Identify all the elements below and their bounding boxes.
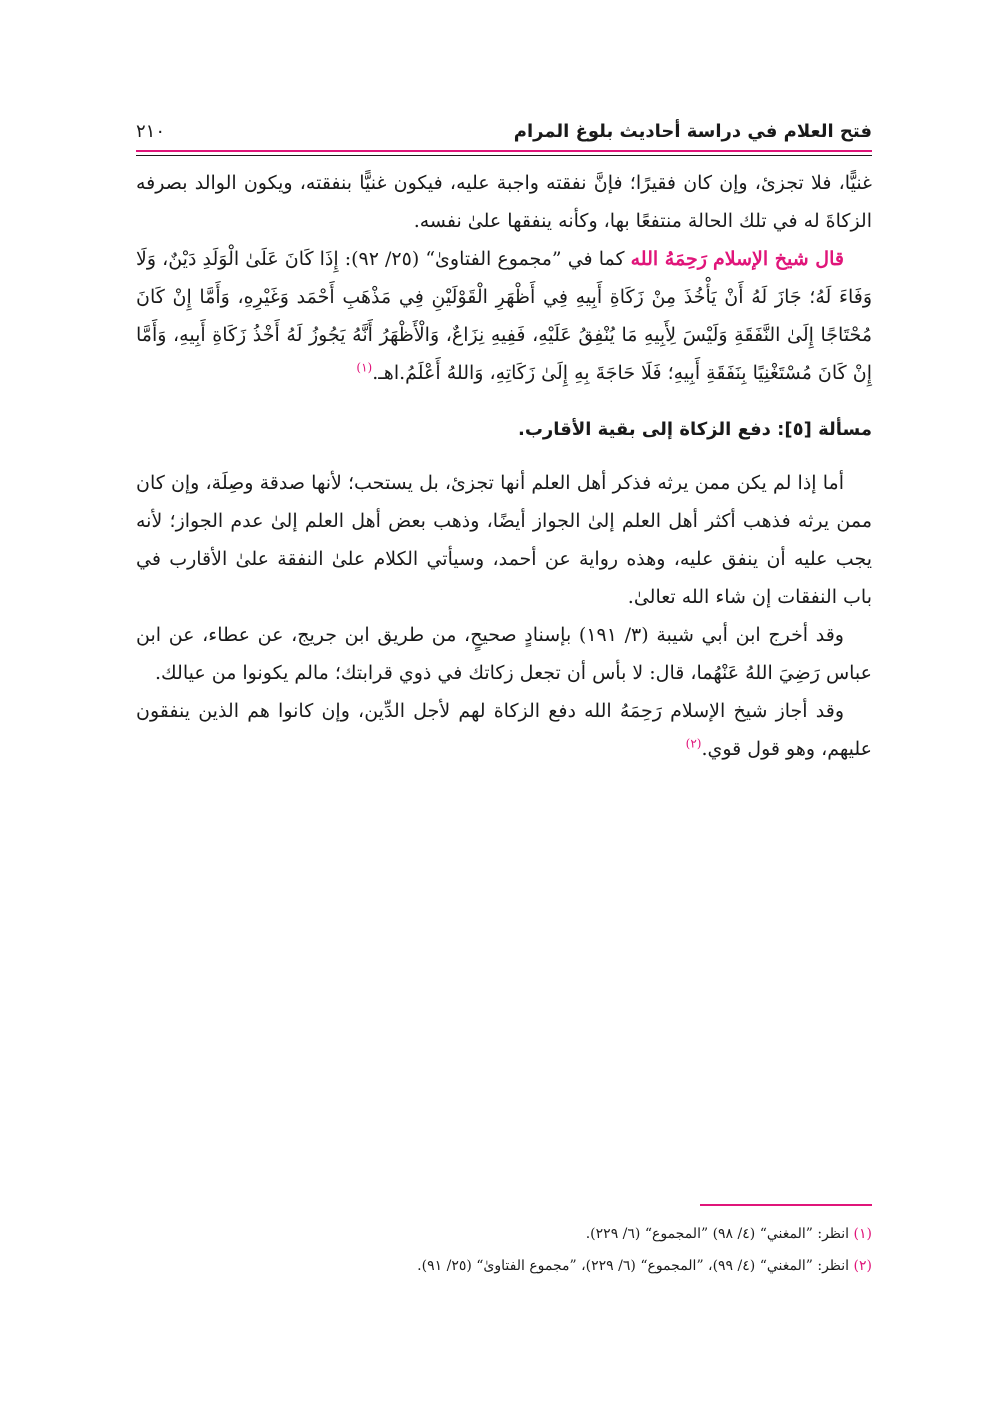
footnotes bbox=[136, 1218, 872, 1282]
paragraph: أما إذا لم يكن ممن يرثه فذكر أهل العلم أنها تجزئ، بل يستحب؛ لأنها صدقة وصِلَة، وإن كان ممن يرثه فذهب أكثر أهل العلم إلىٰ الجواز أيضًا، وذهب بعض أهل العلم إلىٰ عدم الجواز؛ لأنه يجب عليه أن ينفق عليه، وهذه رواية عن أحمد، وسيأتي الكلام علىٰ النفقة علىٰ الأقارب في باب النفقات إن شاء الله تعالىٰ. bbox=[136, 472, 872, 608]
header-rule-dark bbox=[136, 155, 872, 156]
running-header bbox=[136, 114, 872, 148]
quote-text: كما في ”مجموع الفتاوىٰ“ (٢٥/ ٩٢): إِذَا كَانَ عَلَىٰ الْوَلَدِ دَيْنٌ، وَلَا وَفَاءَ لَهُ؛ جَازَ لَهُ أَنْ يَأْخُذَ مِنْ زَكَاةِ أَبِيهِ فِي أَظْهَرِ الْقَوْلَيْنِ فِي مَذْهَبِ أَحْمَد وَغَيْرِهِ، وَأَمَّا إِنْ كَانَ مُحْتَاجًا إِلَىٰ النَّفَقَةِ وَلَيْسَ لِأَبِيهِ مَا يُنْفِقُ عَلَيْهِ، فَفِيهِ نِزَاعٌ، وَالْأَظْهَرُ أَنَّهُ يَجُوزُ لَهُ أَخْذُ زَكَاةِ أَبِيهِ، وَأَمَّا إِنْ كَانَ مُسْتَغْنِيًا بِنَفَقَةِ أَبِيهِ؛ فَلَا حَاجَةَ بِهِ إِلَىٰ زَكَاتِهِ، وَاللهُ أَعْلَمُ.اهـ. bbox=[136, 248, 872, 384]
footnote-ref-1[interactable]: (١) bbox=[356, 360, 373, 375]
section-title: دفع الزكاة إلى بقية الأقارب. bbox=[518, 419, 771, 440]
quote-lead: قال شيخ الإسلام bbox=[712, 248, 844, 270]
paragraph: وقد أجاز شيخ الإسلام رَحِمَهُ الله دفع الزكاة لهم لأجل الدِّين، وإن كانوا هم الذين ينفقون عليهم، وهو قول قوي.$^{(٢)}$ bbox=[136, 700, 872, 760]
footnote-number: (٢) bbox=[853, 1258, 872, 1274]
footnote-number: (١) bbox=[853, 1226, 872, 1242]
footnote-text: انظر: ”المغني“ (٤/ ٩٩)، ”المجموع“ (٦/ ٢٢٩)، ”مجموع الفتاوىٰ“ (٢٥/ ٩١). bbox=[417, 1258, 854, 1274]
footnote-ref-2[interactable]: (٢) bbox=[685, 736, 702, 751]
footnote-separator bbox=[700, 1204, 872, 1206]
book-title: فتح العلام في دراسة أحاديث بلوغ المرام bbox=[513, 120, 872, 142]
paragraph: غنيًّا، فلا تجزئ، وإن كان فقيرًا؛ فإنَّ نفقته واجبة عليه، فيكون غنيًّا بنفقته، ويكون الوالد بصرفه الزكاةَ له في تلك الحالة منتفعًا بها، وكأنه ينفقها علىٰ نفسه. bbox=[136, 172, 872, 232]
honorific: رَحِمَهُ الله bbox=[630, 248, 707, 270]
section-heading bbox=[136, 414, 872, 446]
section-label: مسألة [٥]: bbox=[777, 419, 872, 440]
paragraph: وقد أخرج ابن أبي شيبة (٣/ ١٩١) بإسنادٍ صحيحٍ، من طريق ابن جريج، عن عطاء، عن ابن عباس رَضِيَ اللهُ عَنْهُما، قال: لا بأس أن تجعل زكاتك في ذوي قرابتك؛ مالم يكونوا من عيالك. bbox=[136, 624, 872, 684]
footnote-1 bbox=[136, 1218, 872, 1250]
paragraph-quote bbox=[136, 240, 872, 392]
footnote-2 bbox=[136, 1250, 872, 1282]
main-text bbox=[136, 164, 872, 768]
page bbox=[136, 100, 872, 1330]
page-number: ٢١٠ bbox=[136, 120, 166, 142]
header-rule-accent bbox=[136, 150, 872, 152]
footnote-text: انظر: ”المغني“ (٤/ ٩٨) ”المجموع“ (٦/ ٢٢٩). bbox=[585, 1226, 854, 1242]
